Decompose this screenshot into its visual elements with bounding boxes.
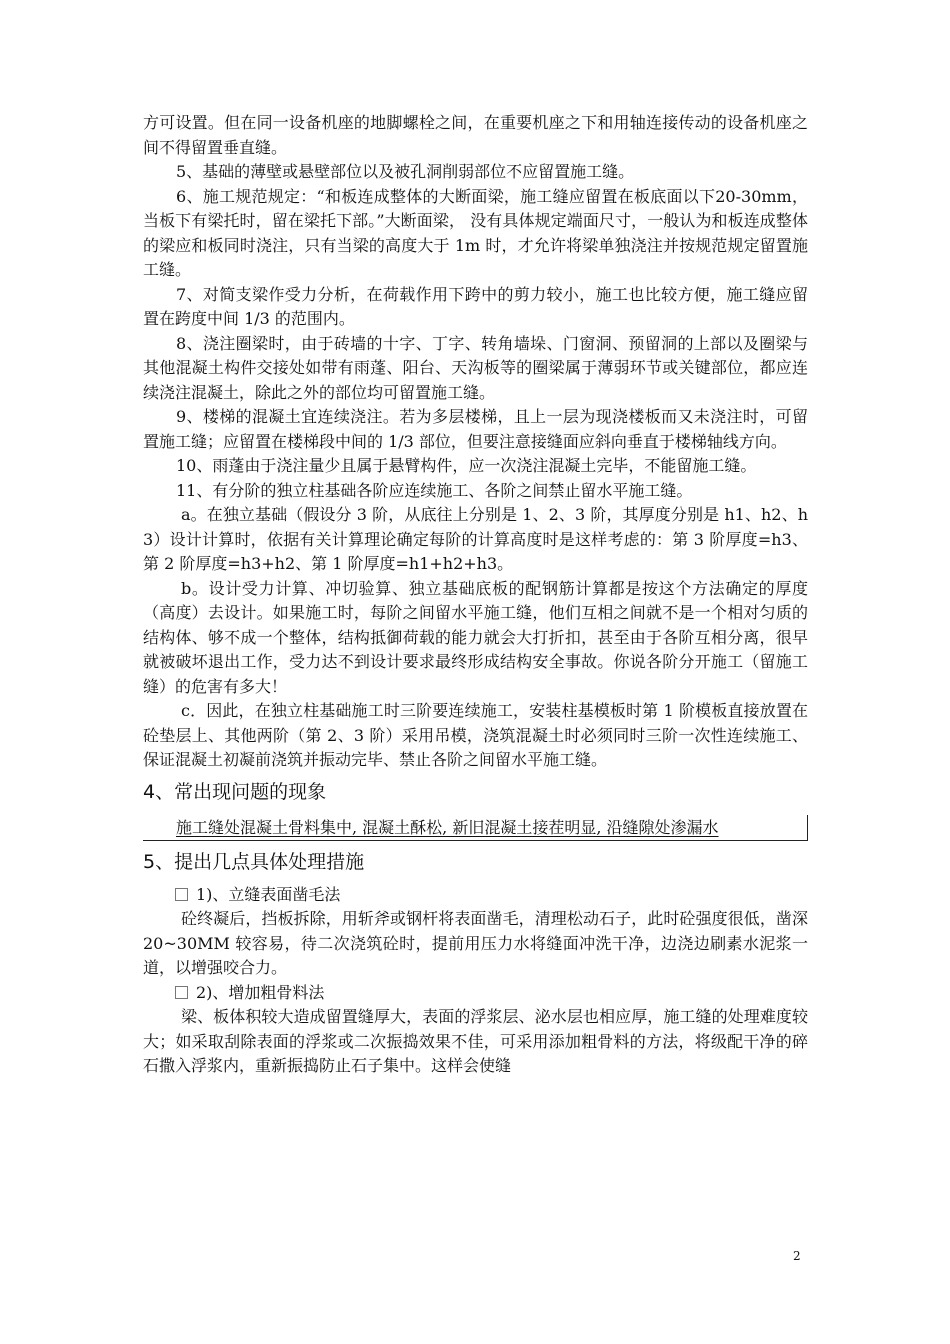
measure-item-2-body: 梁、板体积较大造成留置缝厚大，表面的浮浆层、泌水层也相应厚，施工缝的处理难度较大；如采取刮除表面的浮浆或二次振捣效果不佳，可采用添加粗骨料的方法，将级配干净的碎石撒入浮浆内，重新振捣防止石子集中。这样会使缝: [143, 1007, 808, 1075]
measure-item-2-title: [143, 981, 808, 1006]
paragraph-item-b: b。设计受力计算、冲切验算、独立基础底板的配钢筋计算都是按这个方法确定的厚度（高度）去设计。如果施工时，每阶之间留水平施工缝，他们互相之间就不是一个相对匀质的结构体、够不成一个整体，结构抵御荷载的能力就会大打折扣，甚至由于各阶互相分离，很早就被破坏退出工作，受力达不到设计要求最终形成结构安全事故。你说各阶分开施工（留施工缝）的危害有多大！: [143, 578, 808, 696]
checkbox-bullet-icon: [175, 986, 188, 999]
paragraph-item-9: 9、楼梯的混凝土宜连续浇注。若为多层楼梯，且上一层为现浇楼板而又未浇注时，可留置施工缝；应留置在楼梯段中间的 1/3 部位，但要注意接缝面应斜向垂直于楼梯轴线方向。: [143, 407, 808, 451]
paragraph-continuation: 方可设置。但在同一设备机座的地脚螺栓之间，在重要机座之下和用轴连接传动的设备机座之间不得留置垂直缝。: [143, 113, 808, 157]
section-heading-4: 4、常出现问题的现象: [143, 780, 327, 803]
paragraph-item-5: 5、基础的薄壁或悬壁部位以及被孔洞削弱部位不应留置施工缝。: [176, 162, 635, 181]
problem-phenomenon-underlined: 施工缝处混凝土骨料集中, 混凝土酥松, 新旧混凝土接茬明显, 沿缝隙处渗漏水: [176, 817, 719, 837]
paragraph-item-8: 8、浇注圈梁时，由于砖墙的十字、丁字、转角墙垛、门窗洞、预留洞的上部以及圈梁与其他混凝土构件交接处如带有雨蓬、阳台、天沟板等的圈梁属于薄弱环节或关键部位，都应连续浇注混凝土，除此之外的部位均可留置施工缝。: [143, 333, 808, 402]
measure-item-2-label: 2)、增加粗骨料法: [196, 982, 325, 1002]
paragraph-item-10: 10、雨蓬由于浇注量少且属于悬臂构件，应一次浇注混凝土完毕，不能留施工缝。: [176, 456, 757, 475]
paragraph-item-7: 7、对简支梁作受力分析，在荷载作用下跨中的剪力较小，施工也比较方便，施工缝应留置在跨度中间 1/3 的范围内。: [143, 284, 808, 328]
paragraph-item-c: c．因此，在独立柱基础施工时三阶要连续施工，安装柱基模板时第 1 阶模板直接放置在砼垫层上、其他两阶（第 2、3 阶）采用吊模，浇筑混凝土时必须同时三阶一次性连续施工、保证混凝土初凝前浇筑并振动完毕、禁止各阶之间留水平施工缝。: [143, 701, 808, 769]
page-content: [143, 111, 808, 1079]
measure-item-1-label: 1)、立缝表面凿毛法: [196, 884, 341, 904]
measure-item-1-body: 砼终凝后，挡板拆除，用斩斧或钢杆将表面凿毛，清理松动石子，此时砼强度很低，凿深 20~30MM 较容易，待二次浇筑砼时，提前用压力水将缝面冲洗干净，边浇边刷素水泥浆一道，以增强咬合力。: [143, 909, 808, 977]
paragraph-item-6: 6、施工规范规定：“和板连成整体的大断面梁，施工缝应留置在板底面以下20-30mm，当板下有梁托时，留在梁托下部。”大断面梁， 没有具体规定端面尺寸，一般认为和板连成整体的梁应和板同时浇注，只有当梁的高度大于 1m 时，才允许将梁单独浇注并按规范规定留置施工缝。: [143, 186, 808, 279]
paragraph-item-a: a。在独立基础（假设分 3 阶，从底往上分别是 1、2、3 阶，其厚度分别是 h1、h2、h3）设计计算时，依据有关计算理论确定每阶的计算高度时是这样考虑的：第 3 阶厚度=h3、第 2 阶厚度=h3+h2、第 1 阶厚度=h1+h2+h3。: [143, 505, 808, 573]
problem-phenomenon-text: [143, 815, 808, 841]
checkbox-bullet-icon: [175, 888, 188, 901]
section-heading-5: 5、提出几点具体处理措施: [143, 850, 365, 873]
measure-item-1-title: [143, 883, 808, 908]
page-number: 2: [793, 1249, 801, 1263]
paragraph-item-11: 11、有分阶的独立柱基础各阶应连续施工、各阶之间禁止留水平施工缝。: [176, 480, 693, 500]
